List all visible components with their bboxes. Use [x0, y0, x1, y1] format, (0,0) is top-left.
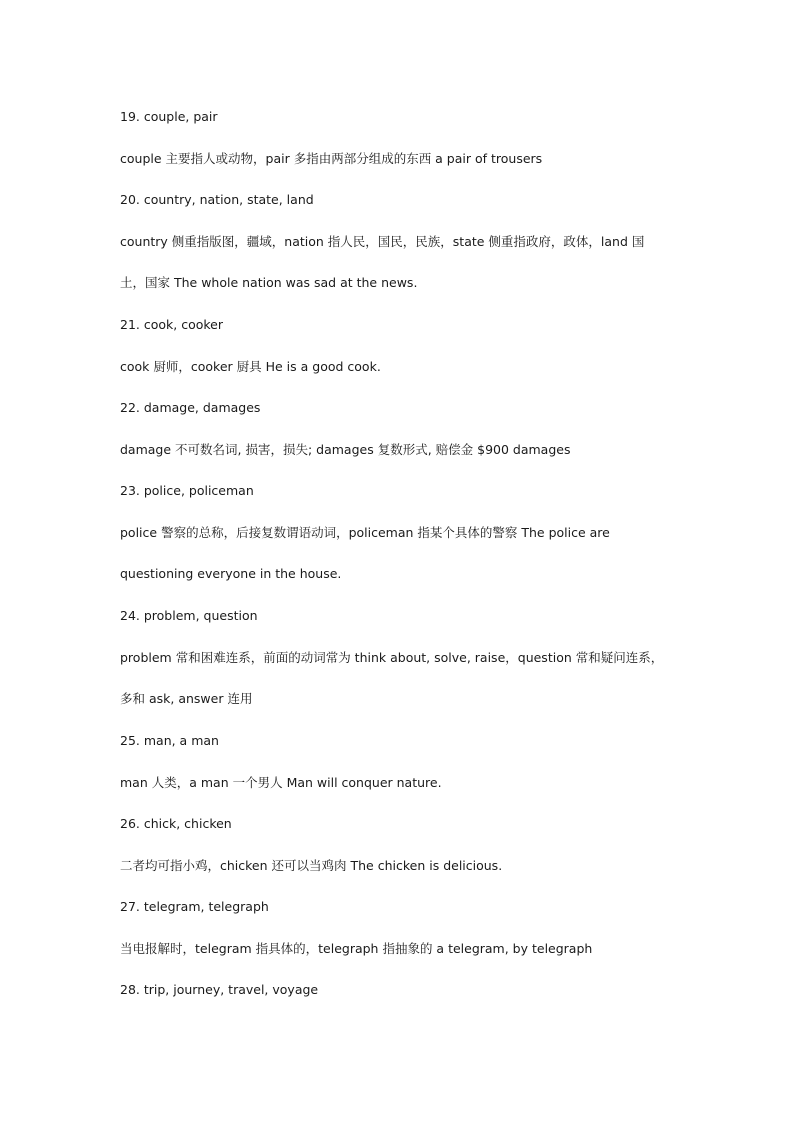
explanation-19: couple 主要指人或动物，pair 多指由两部分组成的东西 a pair of trousers	[120, 151, 543, 166]
explanation-23-line-1: police 警察的总称，后接复数谓语动词，policeman 指某个具体的警察 The police are	[120, 525, 610, 540]
heading-23: 23. police, policeman	[120, 483, 254, 498]
heading-28: 28. trip, journey, travel, voyage	[120, 982, 319, 997]
heading-24: 24. problem, question	[120, 608, 258, 623]
heading-27: 27. telegram, telegraph	[120, 899, 269, 914]
explanation-20-line-1: country 侧重指版图，疆域，nation 指人民，国民，民族，state 侧重指政府，政体，land 国	[120, 234, 645, 249]
heading-21: 21. cook, cooker	[120, 317, 223, 332]
heading-20: 20. country, nation, state, land	[120, 192, 314, 207]
explanation-22: damage 不可数名词, 损害，损失; damages 复数形式, 赔偿金 $900 damages	[120, 442, 571, 457]
heading-22: 22. damage, damages	[120, 400, 261, 415]
heading-25: 25. man, a man	[120, 733, 219, 748]
explanation-21: cook 厨师，cooker 厨具 He is a good cook.	[120, 359, 381, 374]
explanation-20-line-2: 土，国家 The whole nation was sad at the news.	[120, 275, 418, 290]
explanation-27: 当电报解时，telegram 指具体的，telegraph 指抽象的 a telegram, by telegraph	[120, 941, 593, 956]
heading-26: 26. chick, chicken	[120, 816, 232, 831]
heading-19: 19. couple, pair	[120, 109, 218, 124]
explanation-23-line-2: questioning everyone in the house.	[120, 566, 342, 581]
explanation-26: 二者均可指小鸡，chicken 还可以当鸡肉 The chicken is delicious.	[120, 858, 503, 873]
explanation-24-line-2: 多和 ask, answer 连用	[120, 691, 253, 706]
explanation-25: man 人类，a man 一个男人 Man will conquer nature.	[120, 775, 442, 790]
explanation-24-line-1: problem 常和困难连系，前面的动词常为 think about, solve, raise，question 常和疑问连系，	[120, 650, 664, 665]
